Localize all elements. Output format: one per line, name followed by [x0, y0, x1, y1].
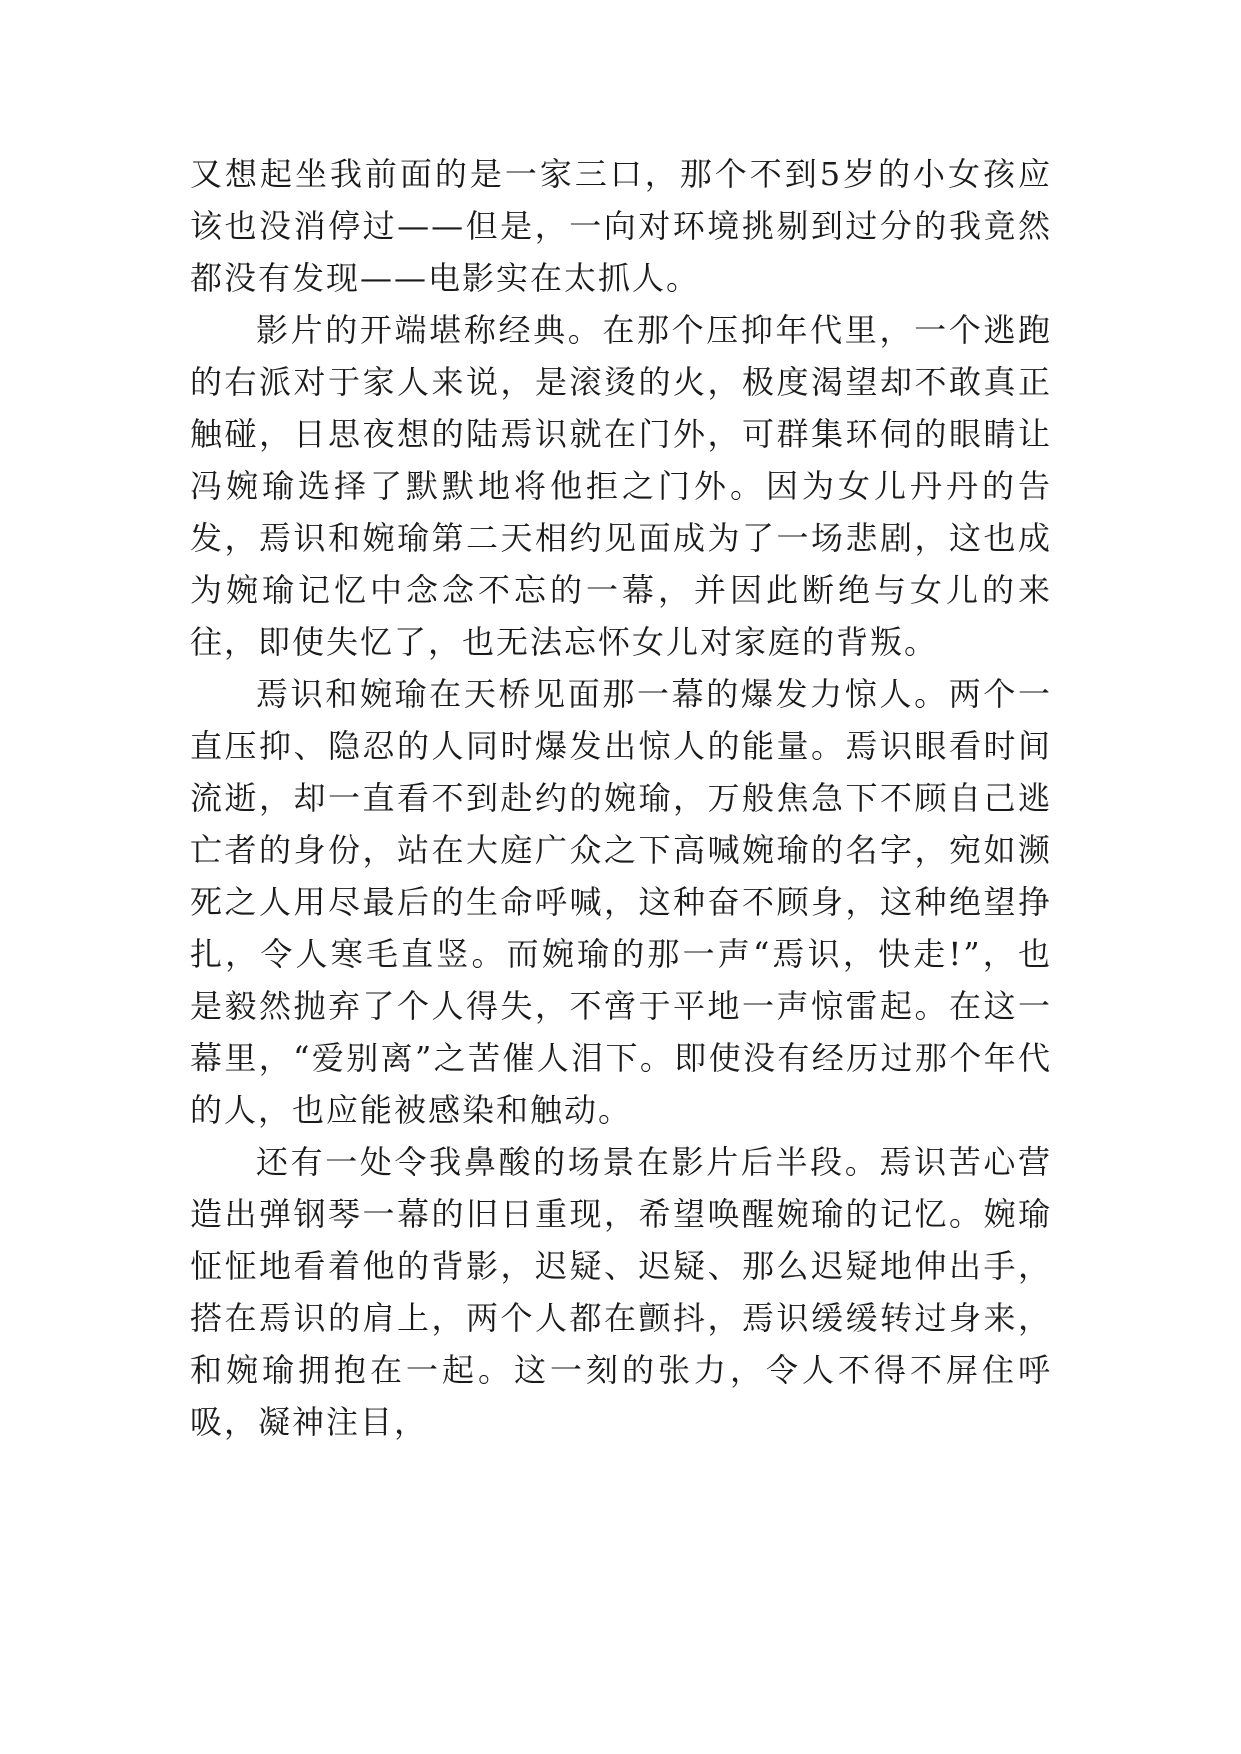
paragraph-3: 焉识和婉瑜在天桥见面那一幕的爆发力惊人。两个一直压抑、隐忍的人同时爆发出惊人的能量。焉识眼看时间流逝，却一直看不到赴约的婉瑜，万般焦急下不顾自己逃亡者的身份，站在大庭广众之下高喊婉瑜的名字，宛如濒死之人用尽最后的生命呼喊，这种奋不顾身，这种绝望挣扎，令人寒毛直竖。而婉瑜的那一声“焉识，快走!”，也是毅然抛弃了个人得失，不啻于平地一声惊雷起。在这一幕里，“爱别离”之苦催人泪下。即使没有经历过那个年代的人，也应能被感染和触动。: [190, 675, 1052, 1129]
paragraph-1: 又想起坐我前面的是一家三口，那个不到5岁的小女孩应该也没消停过——但是，一向对环境挑剔到过分的我竟然都没有发现——电影实在太抓人。: [190, 155, 1052, 297]
paragraph-2: 影片的开端堪称经典。在那个压抑年代里，一个逃跑的右派对于家人来说，是滚烫的火，极度渴望却不敢真正触碰，日思夜想的陆焉识就在门外，可群集环伺的眼睛让冯婉瑜选择了默默地将他拒之门外。因为女儿丹丹的告发，焉识和婉瑜第二天相约见面成为了一场悲剧，这也成为婉瑜记忆中念念不忘的一幕，并因此断绝与女儿的来往，即使失忆了，也无法忘怀女儿对家庭的背叛。: [190, 311, 1052, 661]
paragraph-4: 还有一处令我鼻酸的场景在影片后半段。焉识苦心营造出弹钢琴一幕的旧日重现，希望唤醒婉瑜的记忆。婉瑜怔怔地看着他的背影，迟疑、迟疑、那么迟疑地伸出手，搭在焉识的肩上，两个人都在颤抖，焉识缓缓转过身来，和婉瑜拥抱在一起。这一刻的张力，令人不得不屏住呼吸，凝神注目，: [190, 1143, 1052, 1441]
document-body: [190, 148, 1052, 1448]
